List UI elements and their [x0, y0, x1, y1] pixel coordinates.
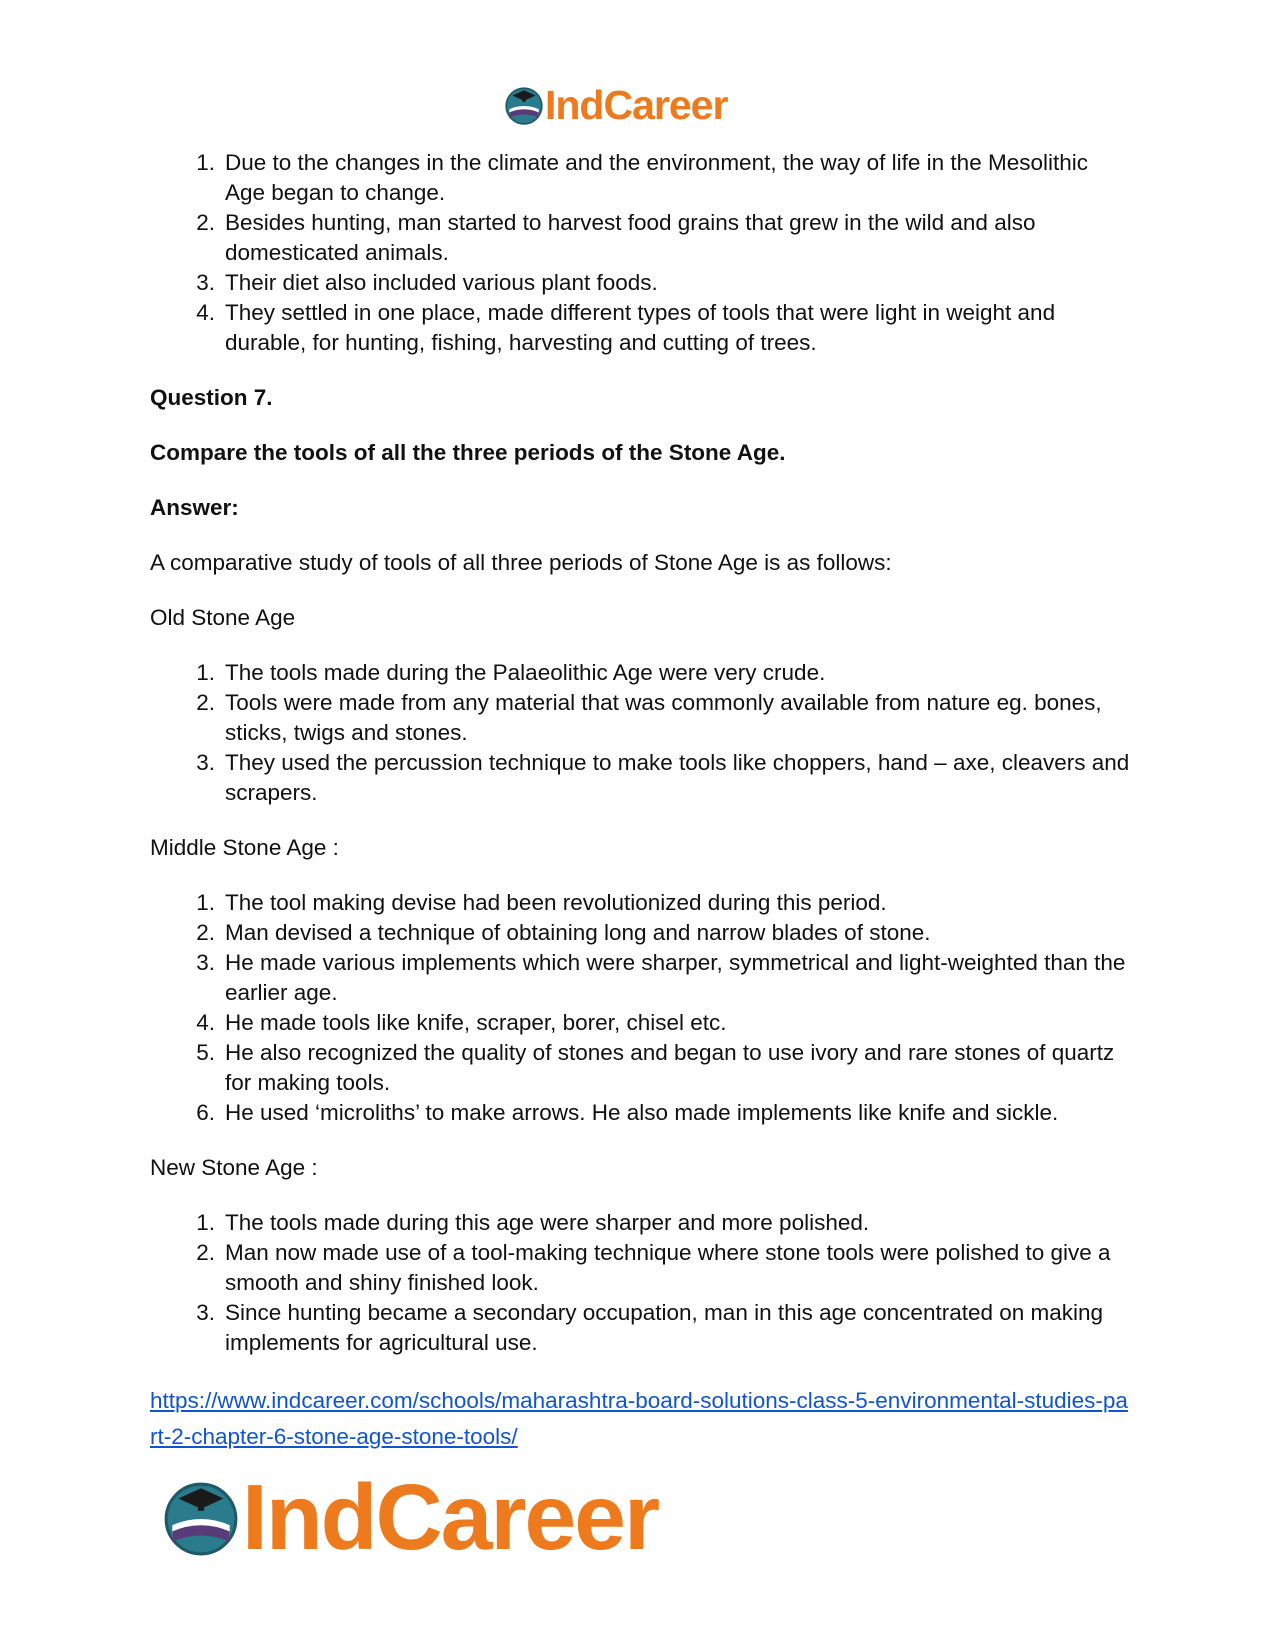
- source-link[interactable]: https://www.indcareer.com/schools/maharashtra-board-solutions-class-5-environmental-studies-part-2-chapter-6-stone-age-stone-tools/: [150, 1388, 1128, 1449]
- page-content: [150, 148, 1130, 1455]
- heading-middle-stone-age: Middle Stone Age :: [150, 835, 339, 860]
- heading-old-stone-age: Old Stone Age: [150, 605, 296, 630]
- list-item: 1. The tools made during this age were sharper and more polished.: [196, 1210, 870, 1235]
- logo-text: IndCareer: [242, 1464, 659, 1569]
- list-item: 2. Tools were made from any material that was commonly available from nature eg. bones, sticks, twigs and stones.: [196, 690, 1102, 745]
- answer-intro: A comparative study of tools of all three periods of Stone Age is as follows:: [150, 550, 892, 575]
- list-old-stone-age: [150, 658, 1130, 808]
- globe-book-icon: [160, 1476, 242, 1558]
- globe-book-icon: [503, 84, 545, 126]
- indcareer-logo-top: [503, 80, 727, 130]
- list-item: 4. He made tools like knife, scraper, borer, chisel etc.: [196, 1010, 727, 1035]
- list-item: 6. He used ‘microliths’ to make arrows. He also made implements like knife and sickle.: [196, 1100, 1059, 1125]
- list-item: 3. He made various implements which were sharper, symmetrical and light-weighted than the earlier age.: [196, 950, 1126, 1005]
- list-middle-stone-age: [150, 888, 1130, 1128]
- list-item: 3. Their diet also included various plant foods.: [196, 270, 658, 295]
- heading-new-stone-age: New Stone Age :: [150, 1155, 318, 1180]
- logo-text: IndCareer: [545, 81, 728, 128]
- list-item: 3. They used the percussion technique to make tools like choppers, hand – axe, cleavers and scrapers.: [196, 750, 1130, 805]
- list-mesolithic-life: [150, 148, 1130, 358]
- list-item: 1. Due to the changes in the climate and the environment, the way of life in the Mesolithic Age began to change.: [196, 150, 1088, 205]
- answer-label: Answer:: [150, 495, 239, 520]
- list-item: 4. They settled in one place, made different types of tools that were light in weight and durable, for hunting, fishing, harvesting and cutting of trees.: [196, 300, 1056, 355]
- question-text: Compare the tools of all the three periods of the Stone Age.: [150, 440, 786, 465]
- list-item: 2. Man devised a technique of obtaining long and narrow blades of stone.: [196, 920, 931, 945]
- list-item: 1. The tools made during the Palaeolithic Age were very crude.: [196, 660, 826, 685]
- list-new-stone-age: [150, 1208, 1130, 1358]
- indcareer-logo-bottom: [160, 1464, 659, 1569]
- list-item: 3. Since hunting became a secondary occupation, man in this age concentrated on making implements for agricultural use.: [196, 1300, 1104, 1355]
- list-item: 5. He also recognized the quality of stones and began to use ivory and rare stones of quartz for making tools.: [196, 1040, 1115, 1095]
- list-item: 2. Man now made use of a tool-making technique where stone tools were polished to give a smooth and shiny finished look.: [196, 1240, 1111, 1295]
- question-label: Question 7.: [150, 385, 273, 410]
- list-item: 2. Besides hunting, man started to harvest food grains that grew in the wild and also domesticated animals.: [196, 210, 1036, 265]
- list-item: 1. The tool making devise had been revolutionized during this period.: [196, 890, 887, 915]
